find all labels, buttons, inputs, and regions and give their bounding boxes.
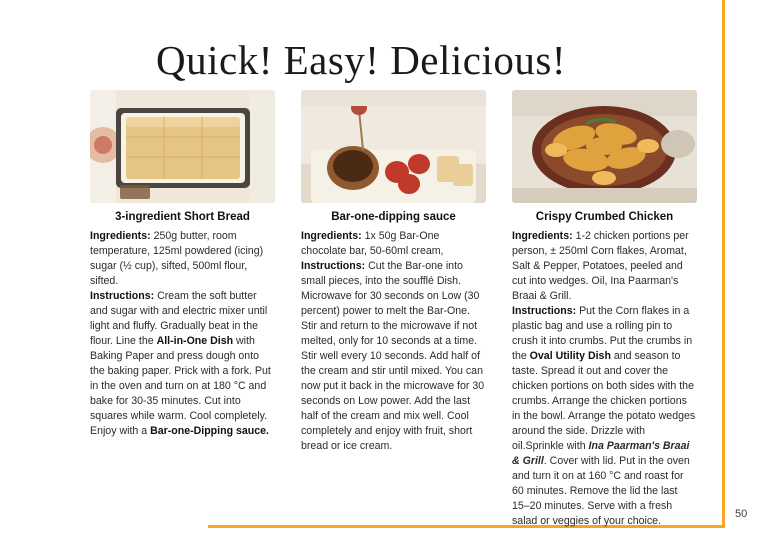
ingredients-label-1: Ingredients: (90, 229, 151, 242)
instructions-label-2: Instructions: (301, 259, 366, 272)
ingredients-text-1: 250g butter, room temperature, 125ml powdered (icing) sugar (½ cup), sifted, 500ml flour, sifted. (90, 229, 264, 287)
ingredients-text-2: 1x 50g Bar-One chocolate bar, 50-60ml cream, (301, 229, 444, 257)
recipe-body-3 (512, 229, 697, 530)
recipe-title-1: 3-ingredient Short Bread (115, 211, 250, 223)
recipe-columns (90, 90, 698, 529)
recipe-body-1 (90, 229, 275, 439)
page-title: Quick! Easy! Delicious! (156, 37, 566, 83)
recipe-column-3 (512, 90, 697, 529)
vertical-accent-rule (722, 0, 725, 528)
ingredients-label-3: Ingredients: (512, 229, 573, 242)
chocolate-dip-with-strawberries-photo (301, 90, 486, 203)
recipe-title-2: Bar-one-dipping sauce (331, 211, 456, 223)
instructions-label-3: Instructions: (512, 304, 577, 317)
recipe-body-2 (301, 229, 486, 454)
ingredients-text-3: 1-2 chicken portions per person, ± 250ml Corn flakes, Aromat, Salt & Pepper, Potatoes, peeled and cut into wedges. Oil, Ina Paarman's Braai & Grill. (512, 229, 689, 302)
recipe-title-3: Crispy Crumbed Chicken (535, 211, 674, 223)
recipe-column-2 (301, 90, 486, 529)
instructions-text-1: Cream the soft butter and sugar with and electric mixer until light and fluffy. Gradually beat in the flour. Line the All-in-One Dish with Baking Paper and press dough onto the baking paper. Prick with a fork. Put in the oven and turn on at 180 °C and bake for 30-35 minutes. Cut into squares while warm. Cool completely. Enjoy with a Bar-one-Dipping sauce. (90, 289, 271, 438)
shortbread-in-baking-tray-photo (90, 90, 275, 203)
instructions-label-1: Instructions: (90, 289, 155, 302)
page-number: 50 (735, 508, 748, 520)
recipe-column-1 (90, 90, 275, 529)
ingredients-label-2: Ingredients: (301, 229, 362, 242)
crumbed-chicken-in-dish-photo (512, 90, 697, 203)
instructions-text-3: Put the Corn flakes in a plastic bag and use a rolling pin to crush it into crumbs. Put the crumbs in the Oval Utility Dish and season to taste. Spread it out and cover the chicken portions on both sides with the crumbs. Arrange the chicken portions in the bowl. Arrange the potato wedges around the side. Drizzle with oil.Sprinkle with Ina Paarman's Braai & Grill. Cover with lid. Put in the oven and turn it on at 160 °C and roast for 60 minutes. Remove the lid the last 15–20 minutes. Serve with a fresh salad or veggies of your choice. (512, 304, 696, 528)
instructions-text-2: Cut the Bar-one into small pieces, into the soufflé Dish. Microwave for 30 seconds on Low (30 percent) power to melt the Bar-One. Stir and return to the microwave if not melted, only for 10 seconds at a time. Stir well every 10 seconds. Add half of the cream and stir until mixed. You can now put it back in the microwave for 30 seconds on Low power. Add the last half of the cream and mix well. Cool completely and enjoy with fruit, short bread or ice cream. (301, 259, 485, 453)
